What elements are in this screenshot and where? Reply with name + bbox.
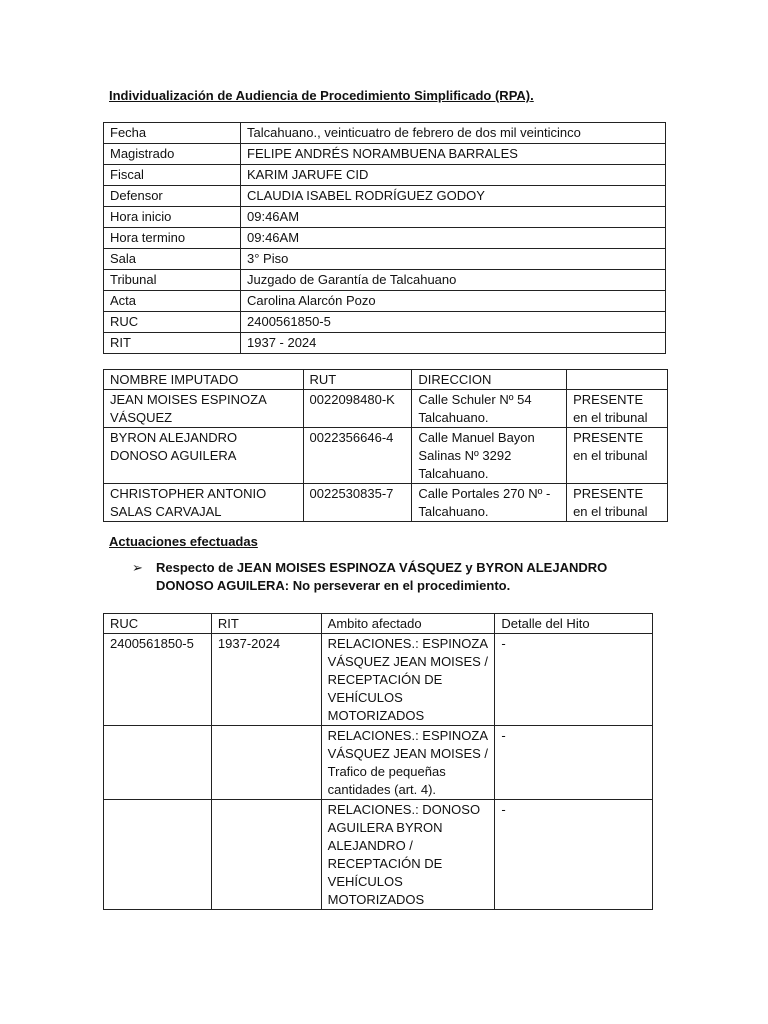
info-label: Hora termino — [104, 228, 241, 249]
info-row-hora-termino — [104, 228, 666, 249]
actuacion-ambito: RELACIONES.: ESPINOZA VÁSQUEZ JEAN MOISES / Trafico de pequeñas cantidades (art. 4). — [321, 726, 495, 800]
table-row — [104, 428, 668, 484]
actuacion-rit: 1937-2024 — [211, 634, 321, 726]
info-label: Defensor — [104, 186, 241, 207]
column-header: Detalle del Hito — [495, 614, 653, 634]
actuacion-detalle: - — [495, 634, 653, 726]
imputado-direccion: Calle Portales 270 Nº - Talcahuano. — [412, 484, 567, 522]
info-label: RIT — [104, 333, 241, 354]
actuacion-bullet-text: Respecto de JEAN MOISES ESPINOZA VÁSQUEZ y BYRON ALEJANDRO DONOSO AGUILERA: No perseverar en el procedimiento. — [156, 560, 608, 593]
table-row — [104, 726, 653, 800]
info-label: Magistrado — [104, 144, 241, 165]
info-row-hora-inicio — [104, 207, 666, 228]
actuacion-ruc — [104, 726, 212, 800]
actuaciones-heading: Actuaciones efectuadas — [109, 534, 258, 549]
actuacion-detalle: - — [495, 726, 653, 800]
actuacion-detalle: - — [495, 800, 653, 910]
document-title — [109, 87, 534, 105]
column-header: NOMBRE IMPUTADO — [104, 370, 304, 390]
info-row-ruc — [104, 312, 666, 333]
info-label: Sala — [104, 249, 241, 270]
info-value: 2400561850-5 — [241, 312, 666, 333]
info-row-defensor — [104, 186, 666, 207]
info-row-fecha — [104, 123, 666, 144]
info-value: 3° Piso — [241, 249, 666, 270]
column-header: RUC — [104, 614, 212, 634]
info-value: 1937 - 2024 — [241, 333, 666, 354]
info-value: 09:46AM — [241, 207, 666, 228]
actuacion-ruc: 2400561850-5 — [104, 634, 212, 726]
imputado-direccion: Calle Manuel Bayon Salinas Nº 3292 Talcahuano. — [412, 428, 567, 484]
info-value: 09:46AM — [241, 228, 666, 249]
imputado-estado: PRESENTE en el tribunal — [567, 390, 668, 428]
info-label: Tribunal — [104, 270, 241, 291]
actuaciones-table — [103, 613, 653, 910]
table-header-row — [104, 614, 653, 634]
imputados-table — [103, 369, 668, 522]
info-label: RUC — [104, 312, 241, 333]
imputado-nombre: CHRISTOPHER ANTONIO SALAS CARVAJAL — [104, 484, 304, 522]
info-value: FELIPE ANDRÉS NORAMBUENA BARRALES — [241, 144, 666, 165]
table-row — [104, 484, 668, 522]
info-row-acta — [104, 291, 666, 312]
info-label: Fecha — [104, 123, 241, 144]
info-value: CLAUDIA ISABEL RODRÍGUEZ GODOY — [241, 186, 666, 207]
imputado-nombre: BYRON ALEJANDRO DONOSO AGUILERA — [104, 428, 304, 484]
hearing-info-table — [103, 122, 666, 354]
table-header-row — [104, 370, 668, 390]
table-row — [104, 390, 668, 428]
info-row-tribunal — [104, 270, 666, 291]
column-header: Ambito afectado — [321, 614, 495, 634]
info-value: KARIM JARUFE CID — [241, 165, 666, 186]
imputado-rut: 0022098480-K — [303, 390, 412, 428]
info-value: Juzgado de Garantía de Talcahuano — [241, 270, 666, 291]
column-header: RUT — [303, 370, 412, 390]
imputado-direccion: Calle Schuler Nº 54 Talcahuano. — [412, 390, 567, 428]
document-title-period: . — [530, 88, 534, 103]
info-row-fiscal — [104, 165, 666, 186]
document-title-text: Individualización de Audiencia de Procedimiento Simplificado (RPA) — [109, 88, 531, 103]
actuacion-ruc — [104, 800, 212, 910]
column-header: RIT — [211, 614, 321, 634]
actuacion-ambito: RELACIONES.: ESPINOZA VÁSQUEZ JEAN MOISES / RECEPTACIÓN DE VEHÍCULOS MOTORIZADOS — [321, 634, 495, 726]
info-row-magistrado — [104, 144, 666, 165]
info-label: Acta — [104, 291, 241, 312]
imputado-rut: 0022356646-4 — [303, 428, 412, 484]
actuacion-ambito: RELACIONES.: DONOSO AGUILERA BYRON ALEJANDRO / RECEPTACIÓN DE VEHÍCULOS MOTORIZADOS — [321, 800, 495, 910]
info-value: Talcahuano., veinticuatro de febrero de dos mil veinticinco — [241, 123, 666, 144]
info-row-rit — [104, 333, 666, 354]
imputado-estado: PRESENTE en el tribunal — [567, 484, 668, 522]
column-header — [567, 370, 668, 390]
info-label: Fiscal — [104, 165, 241, 186]
actuacion-rit — [211, 800, 321, 910]
table-row — [104, 634, 653, 726]
info-value: Carolina Alarcón Pozo — [241, 291, 666, 312]
table-row — [104, 800, 653, 910]
info-row-sala — [104, 249, 666, 270]
info-label: Hora inicio — [104, 207, 241, 228]
imputado-rut: 0022530835-7 — [303, 484, 412, 522]
imputado-estado: PRESENTE en el tribunal — [567, 428, 668, 484]
column-header: DIRECCION — [412, 370, 567, 390]
imputado-nombre: JEAN MOISES ESPINOZA VÁSQUEZ — [104, 390, 304, 428]
actuacion-rit — [211, 726, 321, 800]
arrow-bullet-icon: ➢ — [132, 560, 143, 575]
